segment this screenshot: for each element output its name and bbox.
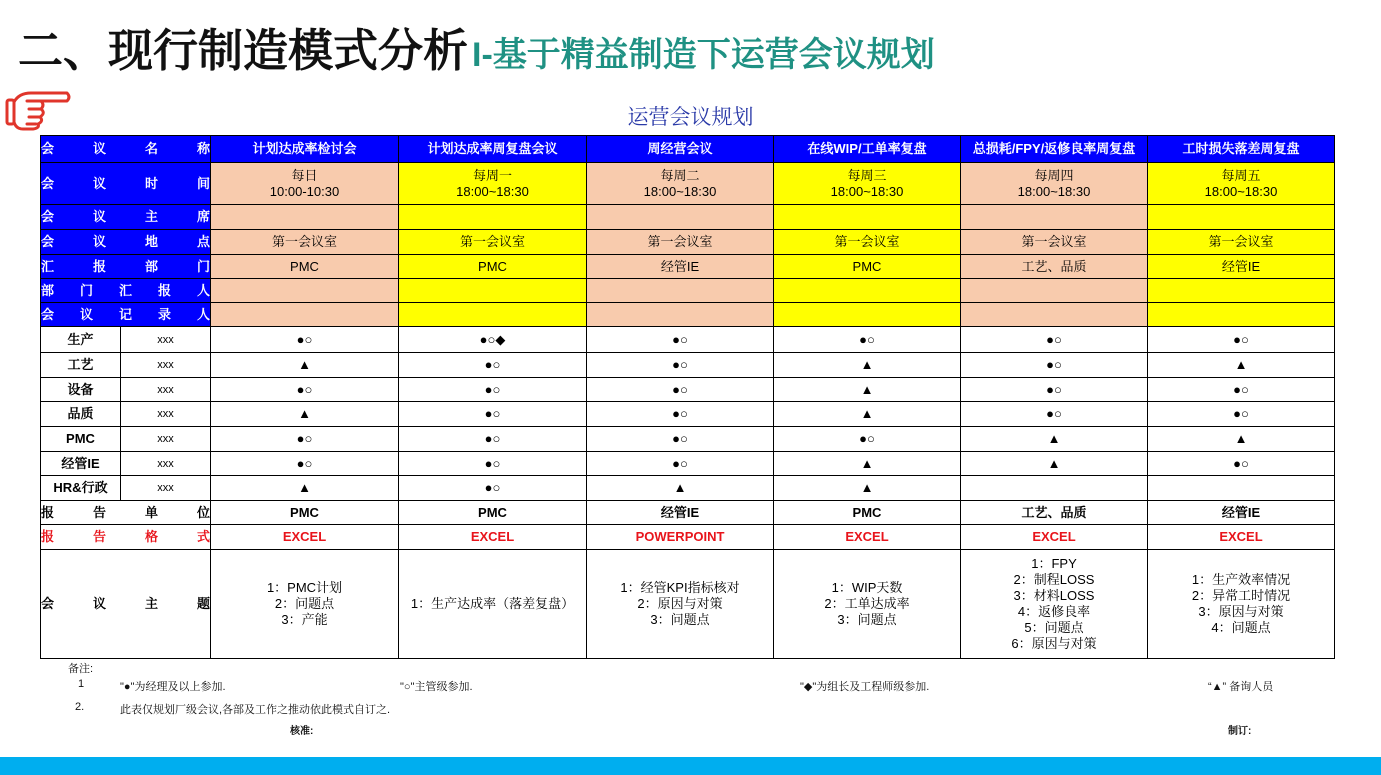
participant-dept: PMC [41,427,121,452]
meeting-name-1: 计划达成率检讨会 [211,136,399,163]
participation-mark: ●○ [399,476,587,501]
meeting-location-5: 第一会议室 [961,230,1148,255]
participation-mark: ●○ [587,452,774,476]
meeting-day: 每周四 [1034,167,1074,183]
participant-dept: 经管IE [41,452,121,476]
topic-item: 1：WIP天数 [831,580,903,595]
topic-item: 3：问题点 [650,612,710,627]
participant-row-pmc [41,427,1335,452]
report-dept-3: 经管IE [587,255,774,279]
topic-item: 1：生产达成率（落差复盘） [410,596,575,611]
participation-mark: ●○ [961,402,1148,427]
participation-mark: ●○ [1148,452,1335,476]
participation-mark: ▲ [1148,353,1335,378]
participation-mark: ●○ [1148,402,1335,427]
meeting-plan-table [40,135,1335,659]
meeting-time-range: 18:00~18:30 [1204,183,1278,199]
report-format-1: EXCEL [211,525,399,550]
participation-mark: ●○ [211,452,399,476]
participation-mark: ▲ [211,402,399,427]
participant-row-ie [41,452,1335,476]
report-unit-6: 经管IE [1148,501,1335,525]
row-label-report-unit: 报 告 单 位 [41,501,211,525]
meeting-time-6 [1148,163,1335,205]
meeting-topics-5 [961,550,1148,659]
meeting-time-range: 18:00~18:30 [1017,183,1091,199]
report-format-3: POWERPOINT [587,525,774,550]
report-dept-row [41,255,1335,279]
participation-mark: ●○ [211,327,399,353]
reporter-cell [1148,279,1335,303]
participation-mark: ●○ [774,327,961,353]
participation-mark: ●○ [399,427,587,452]
participation-mark: ▲ [774,378,961,402]
participation-mark: ▲ [961,452,1148,476]
slide-title [18,14,935,79]
report-format-4: EXCEL [774,525,961,550]
participant-person: xxx [121,327,211,353]
reporter-cell [774,279,961,303]
participation-mark: ●○ [961,353,1148,378]
reporter-row [41,279,1335,303]
meeting-time-3 [587,163,774,205]
participation-mark: ●○ [1148,327,1335,353]
participation-mark: ●○ [1148,378,1335,402]
note-supervisor-legend: "○"主管级参加. [400,681,473,693]
note-standby-legend: “▲” 备询人员 [1208,681,1274,693]
recorder-cell [1148,303,1335,327]
row-label-meeting-name: 会 议 名 称 [41,136,211,163]
meeting-chair-cell [211,205,399,230]
participation-mark: ●○ [774,427,961,452]
meeting-location-3: 第一会议室 [587,230,774,255]
row-label-report-format: 报 告 格 式 [41,525,211,550]
meeting-topics-4 [774,550,961,659]
meeting-day: 每周五 [1221,167,1261,183]
meeting-chair-cell [587,205,774,230]
participation-mark: ●○ [587,378,774,402]
prepared-by-label: 制订: [1228,726,1252,737]
meeting-topics-6 [1148,550,1335,659]
report-unit-5: 工艺、品质 [961,501,1148,525]
participant-row-hr [41,476,1335,501]
participant-person: xxx [121,452,211,476]
meeting-time-range: 10:00-10:30 [269,183,340,199]
participant-row-quality [41,402,1335,427]
meeting-time-5 [961,163,1148,205]
slide-title-main: 二、现行制造模式分析 [18,25,469,76]
meeting-time-1 [211,163,399,205]
report-dept-4: PMC [774,255,961,279]
participation-mark: ●○ [399,378,587,402]
participation-mark: ●○ [211,427,399,452]
report-unit-row [41,501,1335,525]
participant-person: xxx [121,353,211,378]
participant-row-production [41,327,1335,353]
row-label-reporter: 部 门 汇 报 人 [41,279,211,303]
participation-mark: ▲ [1148,427,1335,452]
participant-dept: 品质 [41,402,121,427]
participation-mark: ▲ [961,427,1148,452]
meeting-time-range: 18:00~18:30 [830,183,904,199]
participation-mark: ▲ [774,452,961,476]
topic-item: 1：FPY [1031,556,1077,571]
recorder-cell [587,303,774,327]
topic-item: 3：产能 [281,612,328,627]
participation-mark: ▲ [211,353,399,378]
meeting-name-2: 计划达成率周复盘会议 [399,136,587,163]
meeting-name-5: 总损耗/FPY/返修良率周复盘 [961,136,1148,163]
meeting-time-range: 18:00~18:30 [643,183,717,199]
participant-dept: 生产 [41,327,121,353]
meeting-topics-3 [587,550,774,659]
topic-item: 2：问题点 [274,596,335,611]
report-dept-2: PMC [399,255,587,279]
meeting-name-4: 在线WIP/工单率复盘 [774,136,961,163]
meeting-chair-cell [774,205,961,230]
participation-mark [1148,476,1335,501]
meeting-day: 每日 [291,167,318,183]
meeting-time-4 [774,163,961,205]
notes-heading: 备注: [68,663,94,675]
note-engineer-legend: "◆"为组长及工程师级参加. [800,681,930,693]
meeting-location-1: 第一会议室 [211,230,399,255]
meeting-location-4: 第一会议室 [774,230,961,255]
meeting-name-row [41,136,1335,163]
participation-mark: ▲ [774,353,961,378]
meeting-day: 每周三 [847,167,887,183]
meeting-chair-row [41,205,1335,230]
participation-mark [961,476,1148,501]
participant-row-equipment [41,378,1335,402]
report-dept-6: 经管IE [1148,255,1335,279]
participation-mark: ●○ [587,353,774,378]
participation-mark: ●○ [399,353,587,378]
topic-item: 2：异常工时情况 [1191,588,1291,603]
report-format-5: EXCEL [961,525,1148,550]
topic-item: 2：原因与对策 [637,596,723,611]
meeting-topics-2 [399,550,587,659]
participant-person: xxx [121,402,211,427]
recorder-cell [399,303,587,327]
meeting-day: 每周二 [660,167,700,183]
report-dept-1: PMC [211,255,399,279]
meeting-name-3: 周经营会议 [587,136,774,163]
reporter-cell [211,279,399,303]
topic-item: 3：问题点 [837,612,897,627]
meeting-location-2: 第一会议室 [399,230,587,255]
participation-mark: ●○◆ [399,327,587,353]
meeting-chair-cell [1148,205,1335,230]
participation-mark: ●○ [961,378,1148,402]
participant-dept: HR&行政 [41,476,121,501]
note-2-text: 此表仅规划厂级会议,各部及工作之推动依此模式自订之. [120,704,391,716]
meeting-chair-cell [961,205,1148,230]
row-label-meeting-topic: 会 议 主 题 [41,550,211,659]
report-format-2: EXCEL [399,525,587,550]
note-2-number: 2. [75,701,85,713]
participation-mark: ●○ [211,378,399,402]
topic-item: 1：生产效率情况 [1191,572,1291,587]
participant-person: xxx [121,427,211,452]
table-title: 运营会议规划 [627,106,754,129]
meeting-time-2 [399,163,587,205]
approved-by-label: 核准: [290,726,314,737]
report-unit-3: 经管IE [587,501,774,525]
participation-mark: ▲ [774,402,961,427]
meeting-name-6: 工时损失落差周复盘 [1148,136,1335,163]
participant-row-process [41,353,1335,378]
topic-item: 1：经管KPI指标核对 [620,580,740,595]
report-dept-5: 工艺、品质 [961,255,1148,279]
report-unit-2: PMC [399,501,587,525]
reporter-cell [587,279,774,303]
row-label-meeting-time: 会 议 时 间 [41,163,211,205]
participation-mark: ●○ [399,402,587,427]
participant-dept: 设备 [41,378,121,402]
topic-item: 4：返修良率 [1017,604,1091,619]
meeting-topic-row [41,550,1335,659]
participation-mark: ●○ [399,452,587,476]
reporter-cell [399,279,587,303]
report-format-row [41,525,1335,550]
participant-dept: 工艺 [41,353,121,378]
topic-item: 2：制程LOSS [1013,572,1095,587]
topic-item: 4：问题点 [1211,620,1271,635]
row-label-recorder: 会 议 记 录 人 [41,303,211,327]
report-format-6: EXCEL [1148,525,1335,550]
topic-item: 5：问题点 [1024,620,1084,635]
report-unit-4: PMC [774,501,961,525]
topic-item: 3：材料LOSS [1013,588,1095,603]
participant-person: xxx [121,476,211,501]
report-unit-1: PMC [211,501,399,525]
reporter-cell [961,279,1148,303]
participation-mark: ▲ [587,476,774,501]
meeting-time-range: 18:00~18:30 [456,183,529,199]
recorder-row [41,303,1335,327]
slide-title-accent: I-基于精益制造下运营会议规划 [472,36,935,74]
participation-mark: ●○ [587,327,774,353]
topic-item: 6：原因与对策 [1011,636,1097,651]
row-label-meeting-chair: 会 议 主 席 [41,205,211,230]
meeting-chair-cell [399,205,587,230]
note-1-number: 1 [78,678,85,690]
participant-person: xxx [121,378,211,402]
footer-bar [0,757,1381,775]
participation-mark: ●○ [587,402,774,427]
recorder-cell [961,303,1148,327]
participation-mark: ▲ [211,476,399,501]
row-label-meeting-location: 会 议 地 点 [41,230,211,255]
participation-mark: ●○ [961,327,1148,353]
meeting-location-row [41,230,1335,255]
participation-mark: ▲ [774,476,961,501]
recorder-cell [211,303,399,327]
meeting-time-row [41,163,1335,205]
topic-item: 1：PMC计划 [266,580,343,595]
row-label-report-dept: 汇 报 部 门 [41,255,211,279]
meeting-topics-1 [211,550,399,659]
topic-item: 3：原因与对策 [1198,604,1284,619]
topic-item: 2：工单达成率 [824,596,910,611]
meeting-day: 每周一 [472,167,512,183]
meeting-location-6: 第一会议室 [1148,230,1335,255]
recorder-cell [774,303,961,327]
note-manager-legend: "●"为经理及以上参加. [120,681,226,693]
participation-mark: ●○ [587,427,774,452]
